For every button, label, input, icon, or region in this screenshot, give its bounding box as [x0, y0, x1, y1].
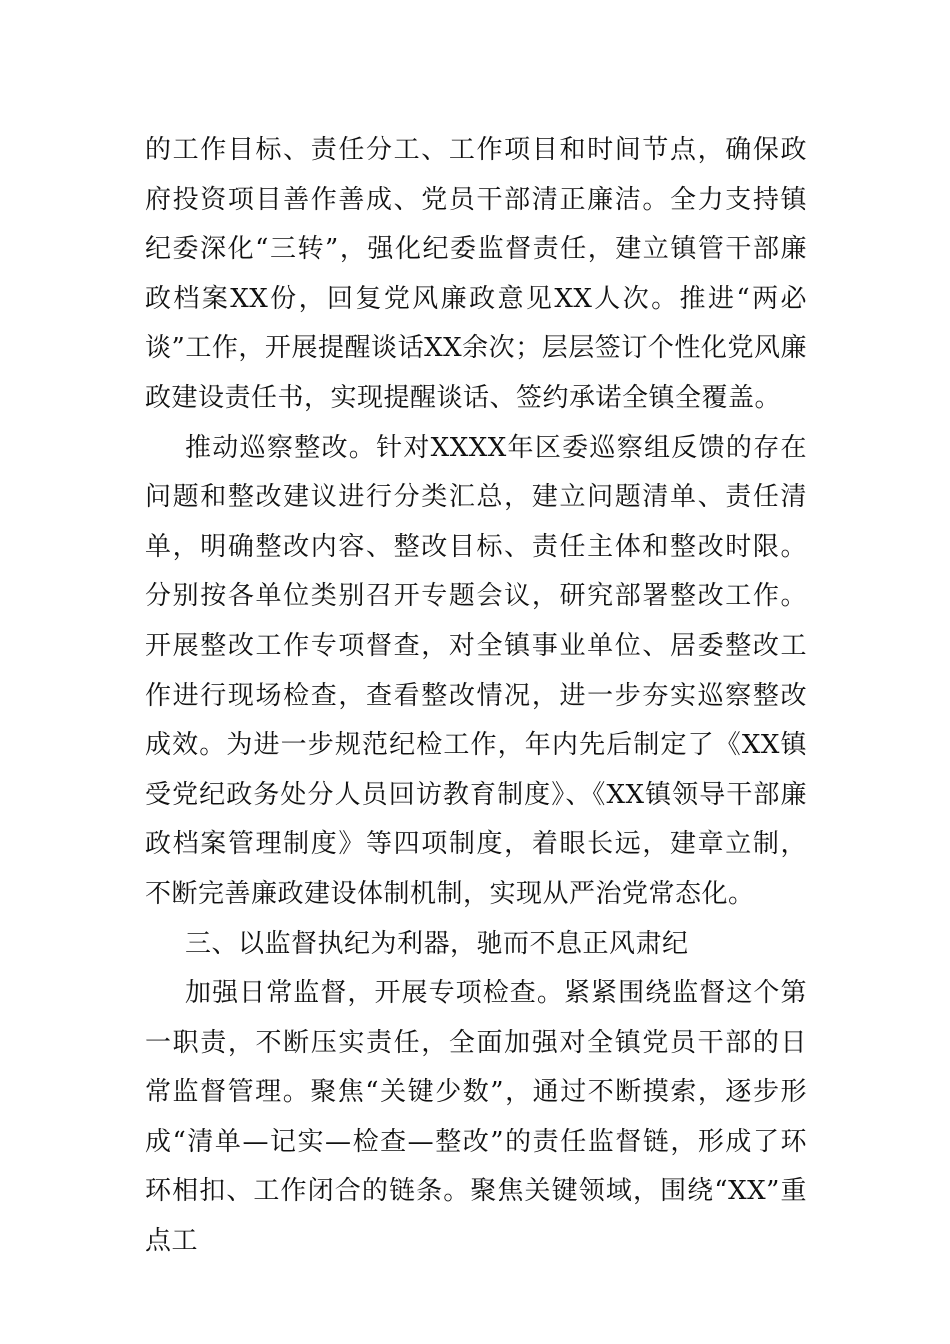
paragraph-inspection-rectification: 推动巡察整改。针对XXXX年区委巡察组反馈的存在问题和整改建议进行分类汇总，建立问题清单、责任清单，明确整改内容、整改目标、责任主体和整改时限。分别按各单位类别召开专题会议，研究部署整改工作。开展整改工作专项督查，对全镇事业单位、居委整改工作进行现场检查，查看整改情况，进一步夯实巡察整改成效。为进一步规范纪检工作，年内先后制定了《XX镇受党纪政务处分人员回访教育制度》、《XX镇领导干部廉政档案管理制度》等四项制度，着眼长远，建章立制，不断完善廉政建设体制机制，实现从严治党常态化。 — [145, 432, 807, 909]
paragraph-continuation: 的工作目标、责任分工、工作项目和时间节点，确保政府投资项目善作善成、党员干部清正廉洁。全力支持镇纪委深化“三转”，强化纪委监督责任，建立镇管干部廉政档案XX份，回复党风廉政意见XX人次。推进“两必谈”工作，开展提醒谈话XX余次；层层签订个性化党风廉政建设责任书，实现提醒谈话、签约承诺全镇全覆盖。 — [145, 135, 807, 413]
section-heading-three: 三、以监督执纪为利器，驰而不息正风肃纪 — [185, 928, 689, 959]
paragraph-daily-supervision: 加强日常监督，开展专项检查。紧紧围绕监督这个第一职责，不断压实责任，全面加强对全镇党员干部的日常监督管理。聚焦“关键少数”，通过不断摸索，逐步形成“清单—记实—检查—整改”的责任监督链，形成了环环相扣、工作闭合的链条。聚焦关键领域，围绕“XX”重点工 — [145, 978, 807, 1257]
document-body — [145, 126, 807, 1267]
